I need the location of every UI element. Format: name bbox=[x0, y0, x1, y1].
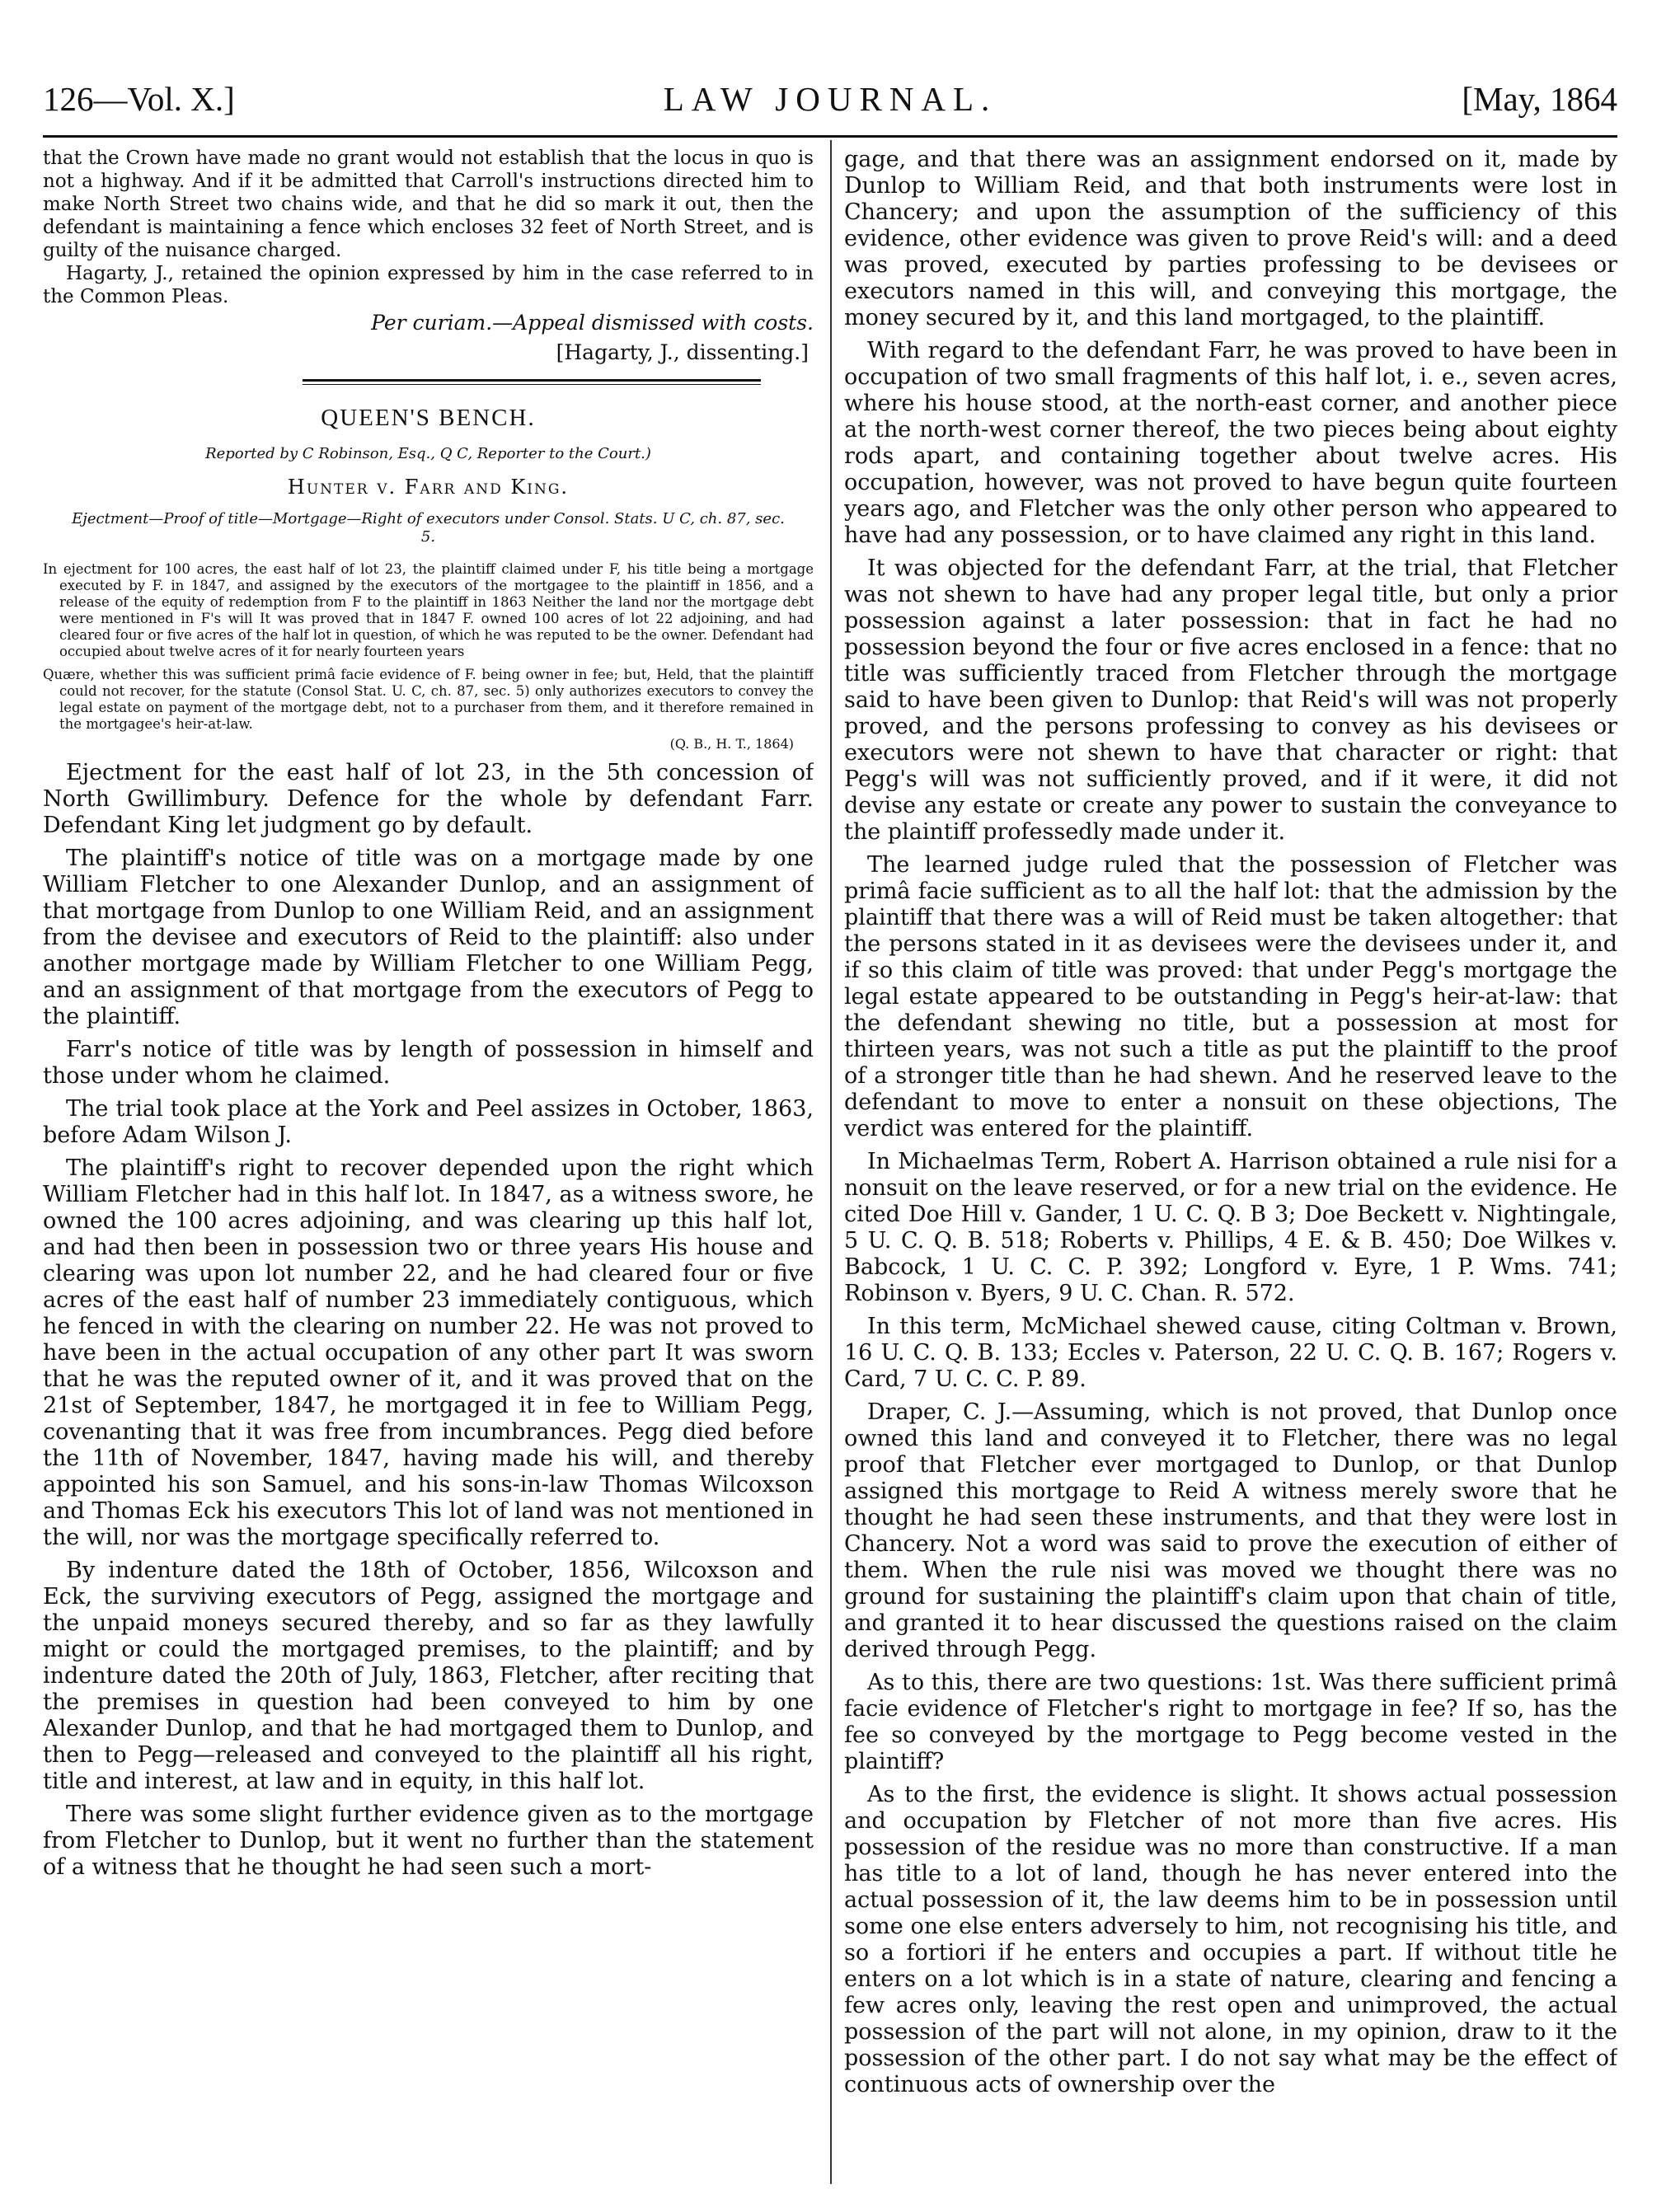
paragraph: Hagarty, J., retained the opinion expressed by him in the case referred to in the Common Pleas. bbox=[43, 263, 814, 307]
paragraph: By indenture dated the 18th of October, 1856, Wilcoxson and Eck, the surviving executors of Pegg, assigned the mortgage and the unpaid moneys secured thereby, and so far as they lawfully might or could the mortgaged premises, to the plaintiff; and by indenture dated the 20th of July, 1863, Fletcher, after reciting that the premises in question had been conveyed to him by one Alexander Dunlop, and that he had mortgaged them to Dunlop, and then to Pegg—released and conveyed to the plaintiff all his right, title and interest, at law and in equity, in this half lot. bbox=[43, 1558, 814, 1794]
paragraph: The learned judge ruled that the possession of Fletcher was primâ facie sufficient as to all the half lot: that the admission by the plaintiff that there was a will of Reid must be taken altogether: that the persons stated in it as devisees were the devisees under it, and if so this claim of title was proved: that under Pegg's mortgage the legal estate appeared to be outstanding in Pegg's heir-at-law: that the defendant shewing no title, but a possession at most for thirteen years, was not such a title as put the plaintiff to the proof of a stronger title than he had shewn. And he reserved leave to the defendant to move to enter a nonsuit on these objections, The verdict was entered for the plaintiff. bbox=[844, 852, 1617, 1141]
paragraph: With regard to the defendant Farr, he was proved to have been in occupation of two small fragments of this half lot, i. e., seven acres, where his house stood, at the north-east corner, and another piece at the north-west corner thereof, the two pieces being about eighty rods apart, and containing together about twelve acres. His occupation, however, was not proved to have begun quite fourteen years ago, and Fletcher was the only other person who appeared to have had any possession, or to have claimed any right in this land. bbox=[844, 338, 1617, 548]
case-title: Hunter v. Farr and King. bbox=[287, 476, 570, 499]
paragraph: The plaintiff's right to recover depended upon the right which William Fletcher had in this half lot. In 1847, as a witness swore, he owned the 100 acres adjoining, and was clearing up this half lot, and had then been in possession two or three years His house and clearing was upon lot number 22, and he had cleared four or five acres of the east half of number 23 immediately contiguous, which he fenced in with the clearing on number 22. He was not proved to have been in the actual occupation of any other part It was sworn that he was the reputed owner of it, and it was proved that on the 21st of September, 1847, he mortgaged it in fee to William Pegg, covenanting that it was free from incumbrances. Pegg died before the 11th of November, 1847, having made his will, and thereby appointed his son Samuel, and his sons-in-law Thomas Wilcoxson and Thomas Eck his executors This lot of land was not mentioned in the will, nor was the mortgage specifically referred to. bbox=[43, 1155, 814, 1550]
paragraph: that the Crown have made no grant would not establish that the locus in quo is not a highway. And if it be admitted that Carroll's instructions directed him to make North Street two chains wide, and that he did so mark it out, then the defendant is maintaining a fence which encloses 32 feet of North Street, and is guilty of the nuisance charged. bbox=[43, 148, 814, 261]
catchwords: Ejectment—Proof of title—Mortgage—Right of executors under Consol. Stats. U C, ch. 87, sec. 5. bbox=[72, 510, 785, 546]
issue-date: [May, 1864 bbox=[1462, 80, 1617, 118]
paragraph: There was some slight further evidence given as to the mortgage from Fletcher to Dunlop, but it went no further than the statement of a witness that he thought he had seen such a mort- bbox=[43, 1802, 814, 1880]
paragraph: Farr's notice of title was by length of possession in himself and those under whom he claimed. bbox=[43, 1037, 814, 1089]
left-column bbox=[43, 147, 814, 2182]
paragraph: Draper, C. J.—Assuming, which is not proved, that Dunlop once owned this land and conveyed it to Fletcher, there was no legal proof that Fletcher ever mortgaged to Dunlop, or that Dunlop assigned this mortgage to Reid A witness merely swore that he thought he had seen these instruments, and that they were lost in Chancery. Not a word was said to prove the execution of either of them. When the rule nisi was moved we thought there was no ground for sustaining the plaintiff's claim upon that chain of title, and granted it to hear discussed the questions raised on the claim derived through Pegg. bbox=[844, 1399, 1617, 1662]
right-column bbox=[844, 147, 1617, 2182]
paragraph: As to the first, the evidence is slight. It shows actual possession and occupation by Fletcher of not more than five acres. His possession of the residue was no more than constructive. If a man has title to a lot of land, though he has never entered into the actual possession of it, the law deems him to be in possession until some one else enters adversely to him, not recognising his title, and so a fortiori if he enters and occupies a part. If without title he enters on a lot which is in a state of nature, clearing and fencing a few acres only, leaving the rest open and unimproved, the actual possession of the part will not alone, in my opinion, draw to it the possession of the other part. I do not say what may be the effect of continuous acts of ownership over the bbox=[844, 1782, 1617, 2097]
header-rule bbox=[43, 135, 1617, 138]
running-header bbox=[43, 79, 1617, 129]
page-volume-label: 126—Vol. X.] bbox=[43, 80, 235, 118]
paragraph: In Michaelmas Term, Robert A. Harrison obtained a rule nisi for a nonsuit on the leave reserved, or for a new trial on the evidence. He cited Doe Hill v. Gander, 1 U. C. Q. B 3; Doe Beckett v. Nightingale, 5 U. C. Q. B. 518; Roberts v. Phillips, 4 E. & B. 450; Doe Wilkes v. Babcock, 1 U. C. C. P. 392; Longford v. Eyre, 1 P. Wms. 741; Robinson v. Byers, 9 U. C. Chan. R. 572. bbox=[844, 1149, 1617, 1306]
per-curiam: Per curiam.—Appeal dismissed with costs. bbox=[371, 311, 814, 335]
headnote: Quære, whether this was sufficient primâ facie evidence of F. being owner in fee; but, Held, that the plaintiff could not recover, for the statute (Consol Stat. U. C, ch. 87, sec. 5) only authorizes executors to convey the legal estate on payment of the mortgage debt, not to a purchaser from them, and it therefore remained in the mortgagee's heir-at-law. bbox=[43, 667, 814, 732]
paragraph: gage, and that there was an assignment endorsed on it, made by Dunlop to William Reid, and that both instruments were lost in Chancery; and upon the assumption of the sufficiency of this evidence, other evidence was given to prove Reid's will: and a deed was proved, executed by parties professing to be devisees or executors named in this will, and conveying this mortgage, the money secured by it, and this land mortgaged, to the plaintiff. bbox=[844, 147, 1617, 330]
court-heading: QUEEN'S BENCH. bbox=[321, 405, 536, 431]
paragraph: Ejectment for the east half of lot 23, in the 5th concession of North Gwillimbury. Defence for the whole by defendant Farr. Defendant King let judgment go by default. bbox=[43, 760, 814, 838]
headnote: In ejectment for 100 acres, the east half of lot 23, the plaintiff claimed under F, his title being a mortgage executed by F. in 1847, and assigned by the executors of the mortgagee to the plaintiff in 1856, and a release of the equity of redemption from F to the plaintiff in 1863 Neither the land nor the mortgage debt were mentioned in F's will It was proved that in 1847 F. owned 100 acres of lot 22 adjoining, and had cleared four or five acres of the half lot in question, of which he was reputed to be the owner. Defendant had occupied about twelve acres of it for nearly fourteen years bbox=[43, 561, 814, 659]
paragraph: As to this, there are two questions: 1st. Was there sufficient primâ facie evidence of Fletcher's right to mortgage in fee? If so, has the fee so conveyed by the mortgage to Pegg become vested in the plaintiff? bbox=[844, 1670, 1617, 1774]
paragraph: The plaintiff's notice of title was on a mortgage made by one William Fletcher to one Alexander Dunlop, and an assignment of that mortgage from Dunlop to one William Reid, and an assignment from the devisee and executors of Reid to the plaintiff: also under another mortgage made by William Fletcher to one William Pegg, and an assignment of that mortgage from the executors of Pegg to the plaintiff. bbox=[43, 846, 814, 1029]
case-citation: (Q. B., H. T., 1864) bbox=[669, 736, 794, 752]
column-divider bbox=[830, 140, 832, 2184]
paragraph: It was objected for the defendant Farr, at the trial, that Fletcher was not shewn to have had any proper legal title, but only a prior possession against a later possession: that in fact he had no possession beyond the four or five acres enclosed in a fence: that no title was sufficiently traced from Fletcher through the mortgage said to have been given to Dunlop: that Reid's will was not properly proved, and the persons professing to convey as his devisees or executors were not shewn to have that character or right: that Pegg's will was not sufficiently proved, and if it were, it did not devise any estate or create any power to sustain the conveyance to the plaintiff professedly made under it. bbox=[844, 555, 1617, 845]
paragraph: In this term, McMichael shewed cause, citing Coltman v. Brown, 16 U. C. Q. B. 133; Eccles v. Paterson, 22 U. C. Q. B. 167; Rogers v. Card, 7 U. C. C. P. 89. bbox=[844, 1314, 1617, 1392]
dissent-note: [Hagarty, J., dissenting.] bbox=[556, 340, 809, 364]
journal-title: LAW JOURNAL. bbox=[663, 80, 997, 118]
reporter-line: Reported by C Robinson, Esq., Q C, Reporter to the Court.) bbox=[205, 445, 651, 462]
section-divider bbox=[303, 379, 761, 385]
paragraph: The trial took place at the York and Peel assizes in October, 1863, before Adam Wilson J. bbox=[43, 1096, 814, 1148]
